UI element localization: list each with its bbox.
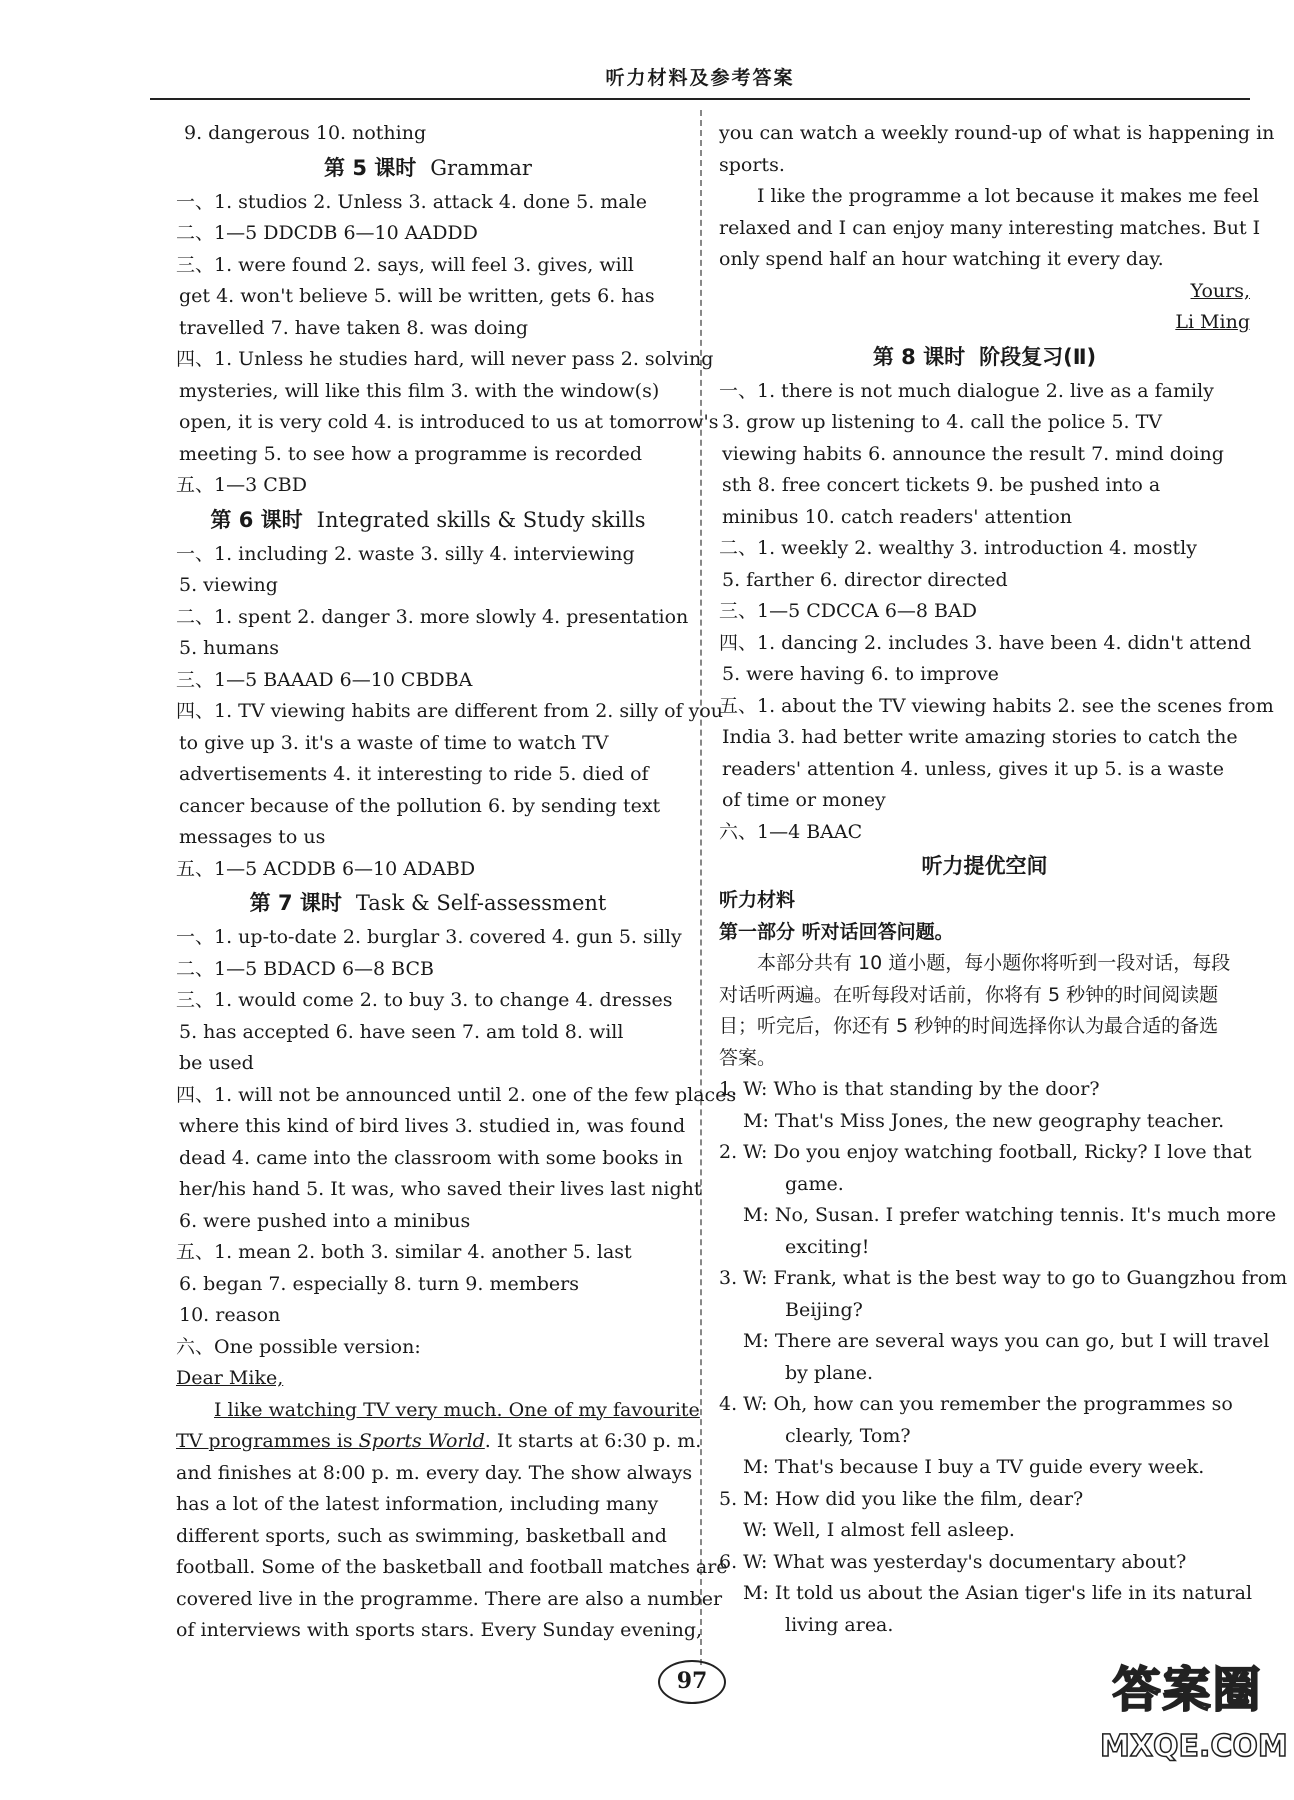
lesson-5-heading [176,150,680,187]
essay-line: relaxed and I can enjoy many interesting matches. But I [719,216,1261,239]
answer-line: 5. has accepted 6. have seen 7. am told 8. will [179,1020,624,1043]
page-header [150,58,1250,100]
watermark-url: MXQE.COM [1100,1729,1288,1764]
dialogue-line: 3. W: Frank, what is the best way to go to Guangzhou from [719,1267,1288,1289]
answer-line: 三、1. would come 2. to buy 3. to change 4. dresses [176,989,673,1011]
letter-signature: Li Ming [1175,311,1250,333]
dialogue-line: living area. [785,1613,894,1636]
dialogue-line: M: That's Miss Jones, the new geography teacher. [743,1109,1225,1132]
answer-line: 五、1—5 ACDDB 6—10 ADABD [176,857,476,880]
left-column [176,118,737,1647]
answer-line: where this kind of bird lives 3. studied in, was found [179,1115,686,1137]
answer-line: 10. reason [179,1304,281,1326]
answer-line: cancer because of the pollution 6. by sending text [179,794,661,817]
answer-line: travelled 7. have taken 8. was doing [179,316,528,339]
lesson-number: 第 7 课时 [249,891,342,915]
answer-line: 一、1. studios 2. Unless 3. attack 4. done 5. male [176,190,647,213]
answer-line: 三、1—5 CDCCA 6—8 BAD [719,600,977,622]
right-column [719,118,1288,1641]
answer-line: 一、1. including 2. waste 3. silly 4. interviewing [176,542,635,565]
lesson-title: 阶段复习(Ⅱ) [979,344,1097,369]
essay-line: has a lot of the latest information, including many [176,1493,659,1515]
dialogue-line: clearly, Tom? [785,1424,911,1447]
dialogue-line: 4. W: Oh, how can you remember the programmes so [719,1393,1233,1415]
answer-line: 一、1. up-to-date 2. burglar 3. covered 4. gun 5. silly [176,926,682,948]
essay-line: covered live in the programme. There are also a number [176,1587,723,1610]
answer-line: 四、1. dancing 2. includes 3. have been 4. didn't attend [719,631,1252,654]
header-title: 听力材料及参考答案 [605,67,795,89]
answer-line: 四、1. Unless he studies hard, will never pass 2. solving [176,348,714,370]
lesson-number: 第 8 课时 [872,344,966,369]
essay-line: football. Some of the basketball and football matches are [176,1556,728,1578]
answer-line: to give up 3. it's a waste of time to watch TV [179,731,609,754]
answer-line: 5. humans [179,637,279,659]
dialogue-line: M: No, Susan. I prefer watching tennis. It's much more [743,1204,1277,1226]
essay-line: and finishes at 8:00 p. m. every day. The show always [176,1461,693,1484]
answer-line: 9. dangerous 10. nothing [184,122,427,144]
letter-closing: Yours, [1190,279,1250,302]
answer-line: of time or money [722,789,886,811]
answer-line: 6. began 7. especially 8. turn 9. members [179,1272,579,1295]
answer-line: meeting 5. to see how a programme is recorded [179,442,643,465]
lesson-6-heading [176,502,680,539]
listening-subheading: 听力材料 [719,889,796,911]
dialogue-line: W: Well, I almost fell asleep. [743,1519,1015,1541]
answer-line: 五、1—3 CBD [176,474,307,496]
essay-text: TV programmes is [176,1430,359,1452]
essay-line: sports. [719,153,785,176]
dialogue-line: Beijing? [785,1298,863,1321]
dialogue-line: exciting! [785,1235,870,1258]
dialogue-line: M: There are several ways you can go, but I will travel [743,1330,1270,1352]
answer-line: 5. viewing [179,574,278,596]
answer-line: mysteries, will like this film 3. with the window(s) [179,379,660,402]
dialogue-line: M: It told us about the Asian tiger's life in its natural [743,1582,1253,1604]
lesson-number: 第 6 课时 [210,507,303,532]
answer-line: sth 8. free concert tickets 9. be pushed into a [722,474,1161,496]
instruction-line: 对话听两遍。在听每段对话前，你将有 5 秒钟的时间阅读题 [719,983,1219,1006]
letter-salutation: Dear Mike, [176,1367,284,1389]
answer-line: 二、1—5 DDCDB 6—10 AADDD [176,222,478,244]
answer-line: advertisements 4. it interesting to ride 5. died of [179,763,649,785]
answer-line: 四、1. TV viewing habits are different from 2. silly of you [176,700,724,722]
lesson-title: Task & Self-assessment [355,891,607,915]
listening-section-title [719,848,1250,885]
answer-line: 六、1—4 BAAC [719,820,863,843]
answer-line: 6. were pushed into a minibus [179,1209,471,1232]
answer-line: viewing habits 6. announce the result 7. mind doing [722,442,1224,465]
answer-line: 三、1—5 BAAAD 6—10 CBDBA [176,668,473,691]
answer-line: 3. grow up listening to 4. call the police 5. TV [722,411,1162,433]
answer-line: messages to us [179,826,326,848]
answer-line: 六、One possible version: [176,1335,421,1358]
answer-line: dead 4. came into the classroom with some books in [179,1146,683,1169]
essay-line: of interviews with sports stars. Every Sunday evening, [176,1619,703,1641]
lesson-title: Integrated skills & Study skills [316,507,646,532]
instruction-line: 本部分共有 10 道小题，每小题你将听到一段对话，每段 [757,952,1231,974]
answer-line: 5. were having 6. to improve [722,663,999,685]
answer-line: 二、1. weekly 2. wealthy 3. introduction 4. mostly [719,537,1197,559]
dialogue-line: M: That's because I buy a TV guide every week. [743,1456,1205,1478]
dialogue-line: 1. W: Who is that standing by the door? [719,1078,1100,1100]
dialogue-line: game. [785,1172,844,1195]
dialogue-line: 6. W: What was yesterday's documentary about? [719,1550,1187,1573]
essay-line [176,1426,702,1458]
listening-part-title: 第一部分 听对话回答问题。 [719,920,954,943]
essay-line: you can watch a weekly round-up of what is happening in [719,122,1275,144]
answer-line: get 4. won't believe 5. will be written, gets 6. has [179,285,655,307]
answer-line: 一、1. there is not much dialogue 2. live as a family [719,379,1214,402]
answer-line: 二、1—5 BDACD 6—8 BCB [176,957,434,980]
answer-line: 五、1. mean 2. both 3. similar 4. another 5. last [176,1241,632,1263]
answer-line: her/his hand 5. It was, who saved their lives last night [179,1178,702,1200]
answer-line: India 3. had better write amazing stories to catch the [722,726,1238,748]
instruction-line: 目；听完后，你还有 5 秒钟的时间选择你认为最合适的备选 [719,1015,1219,1037]
answer-line: readers' attention 4. unless, gives it up 5. is a waste [722,757,1225,780]
dialogue-line: 2. W: Do you enjoy watching football, Ricky? I love that [719,1141,1252,1163]
essay-line: different sports, such as swimming, basketball and [176,1524,667,1547]
watermark-logo [1100,1655,1288,1790]
instruction-line: 答案。 [719,1046,777,1069]
answer-line: open, it is very cold 4. is introduced to us at tomorrow's [179,411,719,433]
dialogue-line: 5. M: How did you like the film, dear? [719,1487,1084,1510]
answer-line: 5. farther 6. director directed [722,568,1008,591]
essay-line: I like watching TV very much. One of my favourite [214,1398,700,1421]
watermark-text: 答案圈 [1112,1662,1263,1718]
answer-line: 二、1. spent 2. danger 3. more slowly 4. presentation [176,605,689,628]
essay-line: I like the programme a lot because it makes me feel [757,185,1259,207]
section-title: 听力提优空间 [921,854,1048,878]
lesson-7-heading [176,885,680,922]
lesson-8-heading [719,339,1250,376]
dialogue-line: by plane. [785,1361,874,1384]
answer-line: be used [179,1052,254,1074]
lesson-number: 第 5 课时 [324,155,417,180]
essay-line: only spend half an hour watching it every day. [719,248,1164,270]
answer-line: minibus 10. catch readers' attention [722,505,1072,528]
answer-line: 五、1. about the TV viewing habits 2. see the scenes from [719,694,1274,717]
answer-line: 四、1. will not be announced until 2. one of the few places [176,1083,737,1106]
essay-text: . It starts at 6:30 p. m. [484,1430,702,1452]
programme-title: Sports World [358,1430,485,1452]
answer-line: 三、1. were found 2. says, will feel 3. gives, will [176,253,634,276]
page-number: 97 [658,1660,726,1704]
lesson-title: Grammar [430,155,532,180]
